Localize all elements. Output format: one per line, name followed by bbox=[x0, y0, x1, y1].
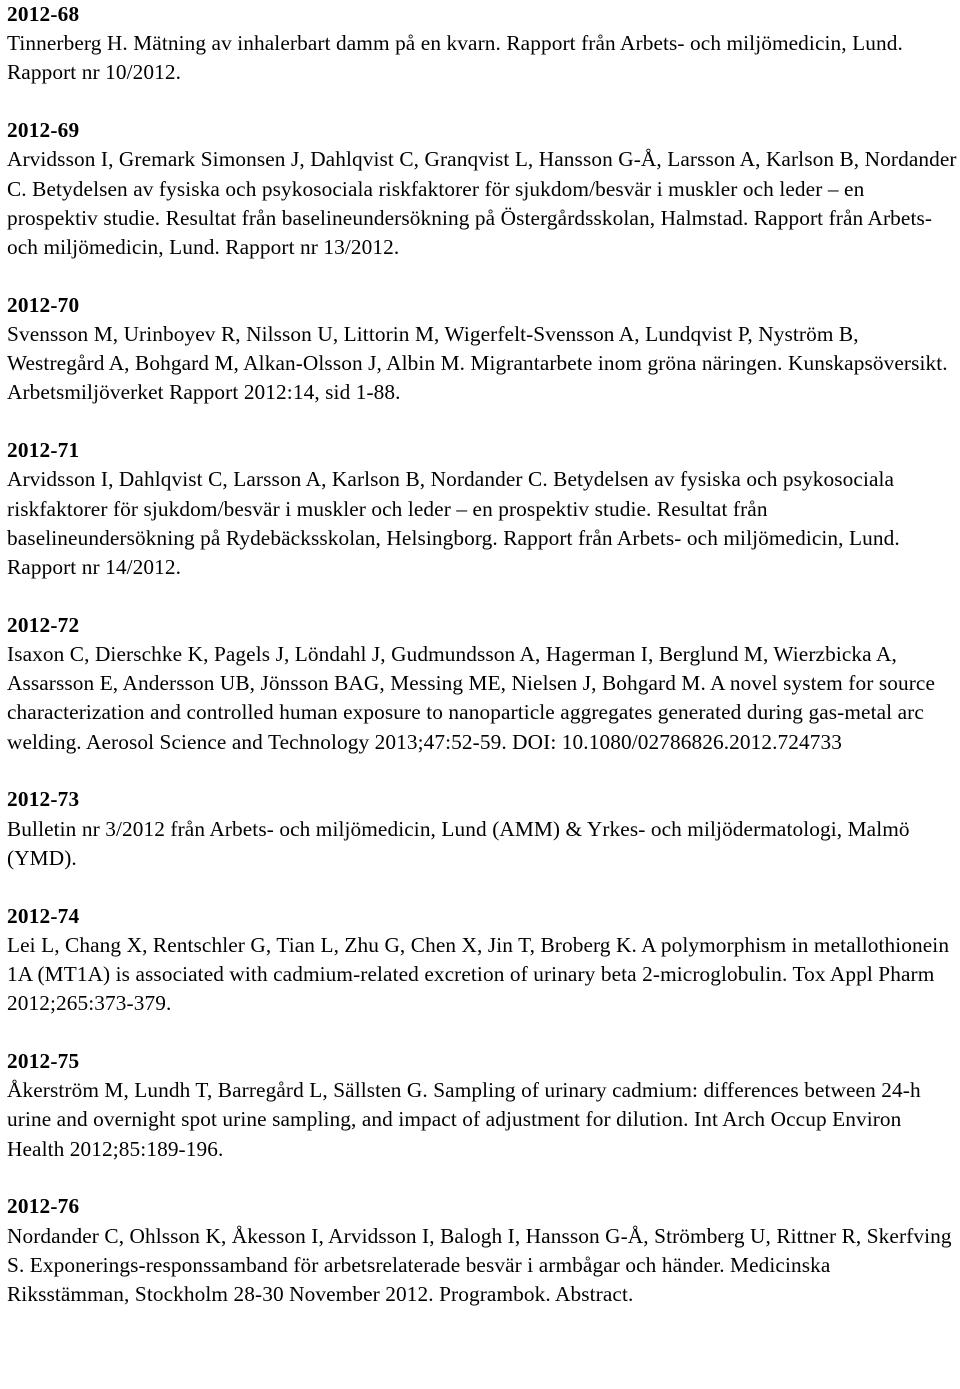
entry-citation: Tinnerberg H. Mätning av inhalerbart damm på en kvarn. Rapport från Arbets- och miljömedicin, Lund. Rapport nr 10/2012. bbox=[7, 31, 903, 85]
entry-id: 2012-75 bbox=[7, 1049, 80, 1074]
entry-id: 2012-74 bbox=[7, 903, 80, 928]
entry-citation: Svensson M, Urinboyev R, Nilsson U, Littorin M, Wigerfelt-Svensson A, Lundqvist P, Nyström B, Westregård A, Bohgard M, Alkan-Olsson J, Albin M. Migrantarbete inom gröna näringen. Kunskapsöversikt. Arbetsmiljöverket Rapport 2012:14, sid 1-88. bbox=[7, 322, 948, 405]
entry-citation: Åkerström M, Lundh T, Barregård L, Sällsten G. Sampling of urinary cadmium: differences between 24-h urine and overnight spot urine sampling, and impact of adjustment for dilution. Int Arch Occup Environ Health 2012;85:189-196. bbox=[7, 1078, 921, 1161]
entry-id: 2012-72 bbox=[7, 612, 80, 637]
publication-entry bbox=[7, 1047, 957, 1164]
entry-id: 2012-70 bbox=[7, 292, 80, 317]
publication-entry bbox=[7, 291, 957, 408]
publication-entry bbox=[7, 785, 957, 873]
publication-entry bbox=[7, 116, 957, 262]
entry-id: 2012-73 bbox=[7, 787, 80, 812]
publication-entry bbox=[7, 0, 957, 88]
entry-id: 2012-68 bbox=[7, 2, 80, 26]
entry-citation: Nordander C, Ohlsson K, Åkesson I, Arvidsson I, Balogh I, Hansson G-Å, Strömberg U, Rittner R, Skerfving S. Exponerings-responssamband för arbetsrelaterade besvär i armbågar och händer. Medicinska Riksstämman, Stockholm 28-30 November 2012. Programbok. Abstract. bbox=[7, 1223, 952, 1307]
entry-id: 2012-69 bbox=[7, 118, 80, 143]
entry-citation: Lei L, Chang X, Rentschler G, Tian L, Zhu G, Chen X, Jin T, Broberg K. A polymorphism in metallothionein 1A (MT1A) is associated with cadmium-related excretion of urinary beta 2-microglobulin. Tox Appl Pharm 2012;265:373-379. bbox=[7, 932, 950, 1016]
entry-citation: Bulletin nr 3/2012 från Arbets- och miljömedicin, Lund (AMM) & Yrkes- och miljödermatologi, Malmö (YMD). bbox=[7, 816, 910, 870]
entry-id: 2012-71 bbox=[7, 438, 80, 463]
publication-entry bbox=[7, 1192, 957, 1309]
entry-citation: Isaxon C, Dierschke K, Pagels J, Löndahl J, Gudmundsson A, Hagerman I, Berglund M, Wierzbicka A, Assarsson E, Andersson UB, Jönsson BAG, Messing ME, Nielsen J, Bohgard M. A novel system for source characterization and controlled human exposure to nanoparticle aggregates generated during gas-metal arc welding. Aerosol Science and Technology 2013;47:52-59. DOI: 10.1080/02786826.2012.724733 bbox=[7, 642, 936, 754]
publication-list bbox=[7, 0, 957, 1338]
entry-id: 2012-76 bbox=[7, 1194, 80, 1219]
entry-citation: Arvidsson I, Dahlqvist C, Larsson A, Karlson B, Nordander C. Betydelsen av fysiska och psykosociala riskfaktorer för sjukdom/besvär i muskler och leder – en prospektiv studie. Resultat från baselineundersökning på Rydebäcksskolan, Helsingborg. Rapport från Arbets- och miljömedicin, Lund. Rapport nr 14/2012. bbox=[7, 467, 900, 580]
publication-entry bbox=[7, 902, 957, 1019]
publication-entry bbox=[7, 436, 957, 582]
publication-entry bbox=[7, 611, 957, 757]
entry-citation: Arvidsson I, Gremark Simonsen J, Dahlqvist C, Granqvist L, Hansson G-Å, Larsson A, Karlson B, Nordander C. Betydelsen av fysiska och psykosociala riskfaktorer för sjukdom/besvär i muskler och leder – en prospektiv studie. Resultat från baselineundersökning på Östergårdsskolan, Halmstad. Rapport från Arbets- och miljömedicin, Lund. Rapport nr 13/2012. bbox=[7, 147, 957, 260]
